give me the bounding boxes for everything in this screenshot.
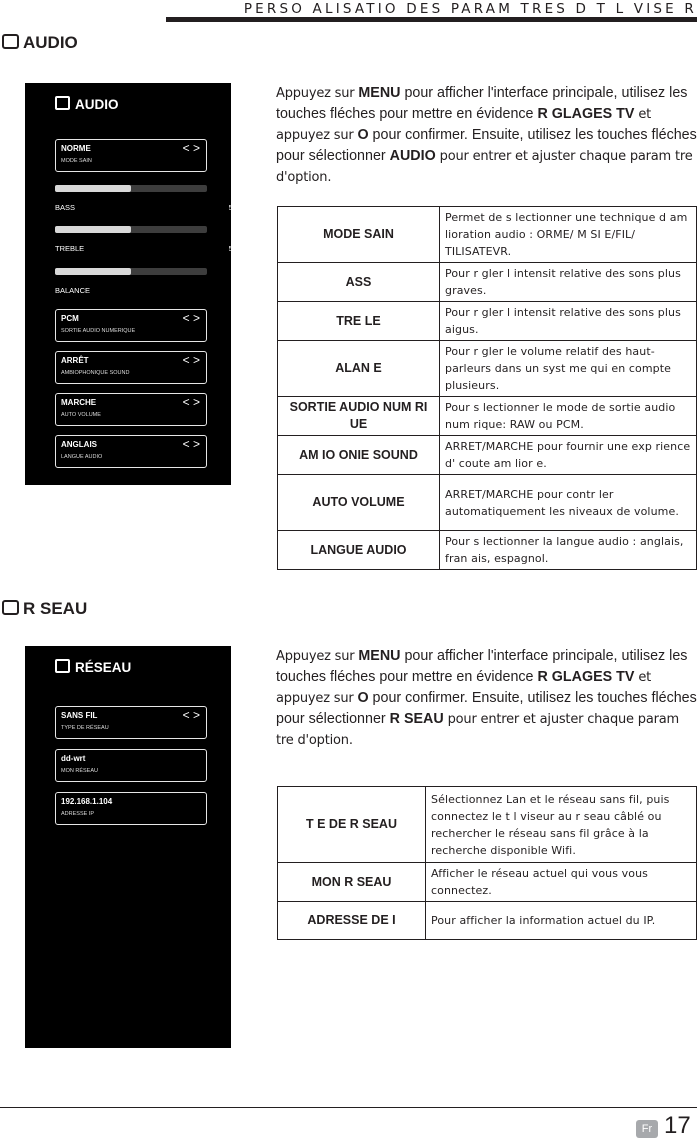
tv-item-mon-reseau: dd-wrt MON RÉSEAU [55,749,207,782]
table-row: AUTO VOLUME ARRET/MARCHE pour contr ler automatiquement les niveaux de volume. [278,475,697,531]
reseau-section-title: R SEAU [2,599,87,619]
table-row: AM IO ONIE SOUND ARRET/MARCHE pour fournir une exp rience d' coute am lior e. [278,436,697,475]
table-row: LANGUE AUDIO Pour s lectionner la langue audio : anglais, fran ais, espagnol. [278,531,697,570]
tv-item-ambiophonique: ARRÊT AMBIOPHONIQUE SOUND < > [55,351,207,384]
table-row: TRE LE Pour r gler l intensit relative des sons plus aigus. [278,302,697,341]
left-right-arrows-icon: < > [182,708,200,722]
left-right-arrows-icon: < > [182,141,200,155]
reseau-options-table [277,786,697,940]
audio-section-title: AUDIO [2,33,78,53]
checkbox-icon [55,96,70,110]
reseau-instructions: Appuyez sur MENU pour afficher l'interface principale, utilisez les touches fléches pour mettre en évidence R GLAGES TV et appuyez sur O pour confirmer. Ensuite, utilisez les touches fléches pour sélectionner R SEAU pour entrer et ajuster chaque param tre d'option. [276,648,697,748]
tv-screen-title: RÉSEAU [55,659,131,675]
table-row: ADRESSE DE I Pour afficher la information actuel du IP. [278,902,697,940]
left-right-arrows-icon: < > [182,353,200,367]
reseau-tv-screen [25,646,231,1048]
footer-rule [0,1107,697,1108]
left-right-arrows-icon: < > [182,311,200,325]
left-right-arrows-icon: < > [182,395,200,409]
tv-item-langue-audio: ANGLAIS LANGUE AUDIO < > [55,435,207,468]
tv-item-adresse-ip: 192.168.1.104 ADRESSE IP [55,792,207,825]
table-row: ALAN E Pour r gler le volume relatif des haut-parleurs dans un syst me qui en compte plusieurs. [278,341,697,397]
slider-fill [55,268,131,275]
table-row: MODE SAIN Permet de s lectionner une technique d am lioration audio : ORME/ M SI E/FIL/ TILISATEVR. [278,207,697,263]
slider-fill [55,185,131,192]
header-title: PERSO ALISATIO DES PARAM TRES D T L VISE R [243,1,697,17]
checkbox-icon [55,659,70,673]
tv-item-sortie-audio: PCM SORTIE AUDIO NUMERIQUE < > [55,309,207,342]
table-row: MON R SEAU Afficher le réseau actuel qui vous vous connectez. [278,863,697,902]
checkbox-icon [2,600,19,615]
audio-options-table [277,206,697,570]
slider-fill [55,226,131,233]
header-rule [166,17,697,22]
table-row: ASS Pour r gler l intensit relative des sons plus graves. [278,263,697,302]
table-row: T E DE R SEAU Sélectionnez Lan et le réseau sans fil, puis connectez le t l viseur au r seau câblé ou rechercher le réseau sans fil grâce à la recherche disponible Wifi. [278,787,697,863]
table-row: SORTIE AUDIO NUM RI UE Pour s lectionner le mode de sortie audio num rique: RAW ou PCM. [278,397,697,436]
checkbox-icon [2,34,19,49]
tv-item-norme: NORME MODE SAIN < > [55,139,207,172]
audio-instructions: Appuyez sur MENU pour afficher l'interface principale, utilisez les touches fléches pour mettre en évidence R GLAGES TV et appuyez sur O pour confirmer. Ensuite, utilisez les touches fléches pour sélectionner AUDIO pour entrer et ajuster chaque param tre d'option. [276,85,697,185]
page-number: 17 [664,1112,691,1139]
tv-screen-title: AUDIO [55,96,119,112]
tv-item-type-reseau: SANS FIL TYPE DE RÉSEAU < > [55,706,207,739]
left-right-arrows-icon: < > [182,437,200,451]
audio-tv-screen: AUDIO NORME MODE SAIN < > BASS 50 TREBLE 50 BALANCE 0 PCM SORTIE AUDIO NUMERIQUE < > ARRÊT AMBIOPHONIQUE SOUND < > MARCHE AUTO VOLUME < > ANGLAIS LANGUE AUDIO < > [25,83,231,485]
tv-item-auto-volume: MARCHE AUTO VOLUME < > [55,393,207,426]
language-badge: Fr [636,1120,658,1138]
